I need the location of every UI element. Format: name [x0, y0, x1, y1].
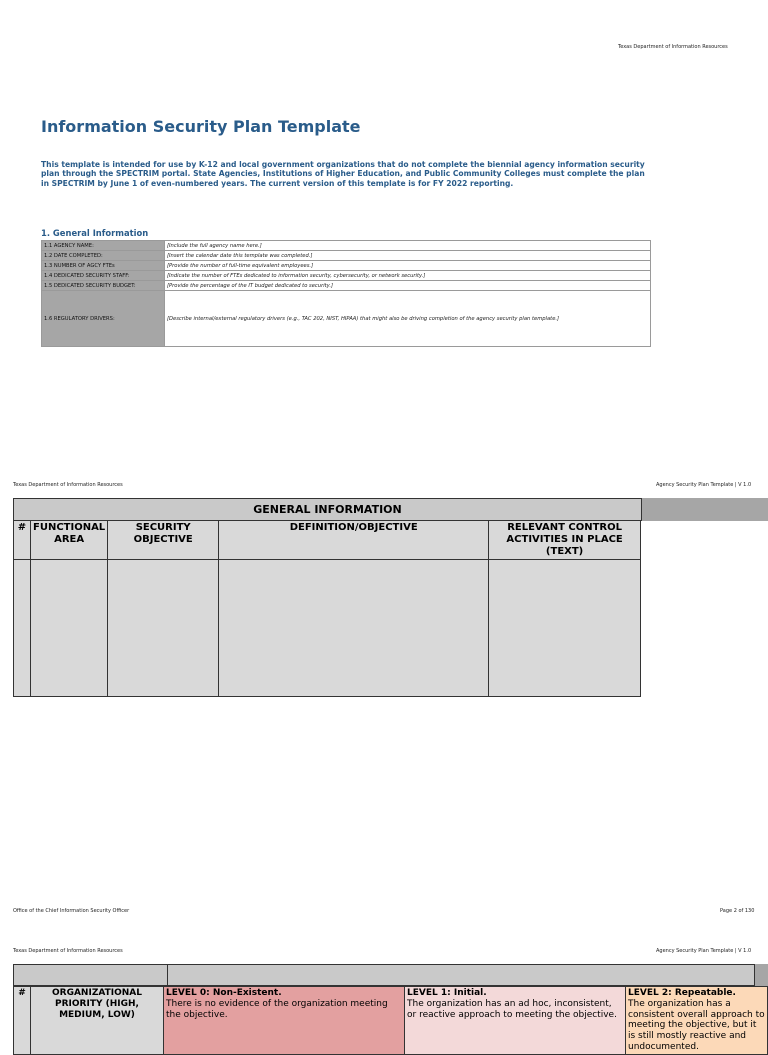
level-1-cell — [405, 987, 626, 1055]
maturity-band-right-cell — [167, 964, 755, 986]
section-heading-general-information: 1. General Information — [41, 228, 149, 238]
functional-area-cell[interactable] — [31, 560, 108, 697]
level-0-title: LEVEL 0: Non-Existent. — [166, 988, 282, 998]
level-1-text: The organization has an ad hoc, inconsistent, or reactive approach to meeting the objective. — [407, 998, 617, 1020]
column-header-definition-objective: DEFINITION/OBJECTIVE — [219, 521, 489, 560]
page2-footer-left: Office of the Chief Information Security Officer — [13, 908, 130, 914]
table-row — [42, 261, 651, 271]
page2-footer-right: Page 2 of 130 — [720, 908, 755, 914]
table-row — [42, 251, 651, 261]
level-2-text: The organization has a consistent overall approach to meeting the objective, but it is still mostly reactive and undocumented. — [628, 998, 765, 1052]
dedicated-security-budget-field[interactable]: [Provide the percentage of the IT budget dedicated to security.] — [165, 281, 651, 291]
dedicated-security-staff-label: 1.4 DEDICATED SECURITY STAFF: — [42, 271, 165, 281]
relevant-control-activities-cell[interactable] — [489, 560, 641, 697]
column-header-functional-area: FUNCTIONAL AREA — [31, 521, 108, 560]
level-2-title: LEVEL 2: Repeatable. — [628, 988, 736, 998]
page2-header-right: Agency Security Plan Template | V 1.0 — [656, 482, 752, 488]
agency-name-label: 1.1 AGENCY NAME: — [42, 241, 165, 251]
definition-objective-cell[interactable] — [219, 560, 489, 697]
level-1-title: LEVEL 1: Initial. — [407, 988, 487, 998]
column-header-number: # — [14, 521, 31, 560]
column-header-organizational-priority: ORGANIZATIONAL PRIORITY (HIGH, MEDIUM, LOW) — [31, 987, 164, 1055]
general-information-table — [41, 240, 651, 347]
date-completed-label: 1.2 DATE COMPLETED: — [42, 251, 165, 261]
maturity-levels-table — [13, 986, 768, 1055]
level-2-cell — [626, 987, 768, 1055]
table-header-row — [14, 521, 641, 560]
functional-area-table — [13, 520, 641, 697]
number-of-ftes-label: 1.3 NUMBER OF AGCY FTEs — [42, 261, 165, 271]
table-row — [42, 281, 651, 291]
dedicated-security-budget-label: 1.5 DEDICATED SECURITY BUDGET: — [42, 281, 165, 291]
table-row — [14, 560, 641, 697]
number-cell[interactable] — [14, 560, 31, 697]
table-row — [42, 241, 651, 251]
agency-name-field[interactable]: [Include the full agency name here.] — [165, 241, 651, 251]
number-of-ftes-field[interactable]: [Provide the number of full-time equivalent employees.] — [165, 261, 651, 271]
page-title: Information Security Plan Template — [41, 117, 361, 136]
maturity-header-band — [13, 964, 768, 986]
maturity-band-left-cell — [13, 964, 168, 986]
intro-paragraph: This template is intended for use by K-12 and local government organizations that do not complete the biennial agency information security plan through the SPECTRIM portal. State Agencies, Institutions of Higher Education, and Public Community Colleges must complete the plan in SPECTRIM by June 1 of even-numbered years. The current version of this template is for FY 2022 reporting. — [41, 160, 645, 188]
page3-header-right: Agency Security Plan Template | V 1.0 — [656, 948, 752, 954]
table-header-row — [14, 987, 768, 1055]
regulatory-drivers-label: 1.6 REGULATORY DRIVERS: — [42, 291, 165, 347]
column-header-relevant-control-activities: RELEVANT CONTROL ACTIVITIES IN PLACE (TEXT) — [489, 521, 641, 560]
security-objective-cell[interactable] — [108, 560, 219, 697]
dedicated-security-staff-field[interactable]: [Indicate the number of FTEs dedicated to information security, cybersecurity, or network security.] — [165, 271, 651, 281]
column-header-number: # — [14, 987, 31, 1055]
page3-header-left: Texas Department of Information Resources — [13, 948, 123, 954]
column-header-security-objective: SECURITY OBJECTIVE — [108, 521, 219, 560]
page2-header-left: Texas Department of Information Resources — [13, 482, 123, 488]
regulatory-drivers-field[interactable]: [Describe internal/external regulatory drivers (e.g., TAC 202, NIST, HIPAA) that might also be driving completion of the agency security plan template.] — [165, 291, 651, 347]
general-information-band-title: GENERAL INFORMATION — [13, 498, 642, 521]
page-header-org: Texas Department of Information Resources — [618, 44, 728, 50]
level-0-text: There is no evidence of the organization meeting the objective. — [166, 998, 388, 1020]
level-0-cell — [164, 987, 405, 1055]
table-row — [42, 271, 651, 281]
date-completed-field[interactable]: [Insert the calendar date this template was completed.] — [165, 251, 651, 261]
table-row — [42, 291, 651, 347]
